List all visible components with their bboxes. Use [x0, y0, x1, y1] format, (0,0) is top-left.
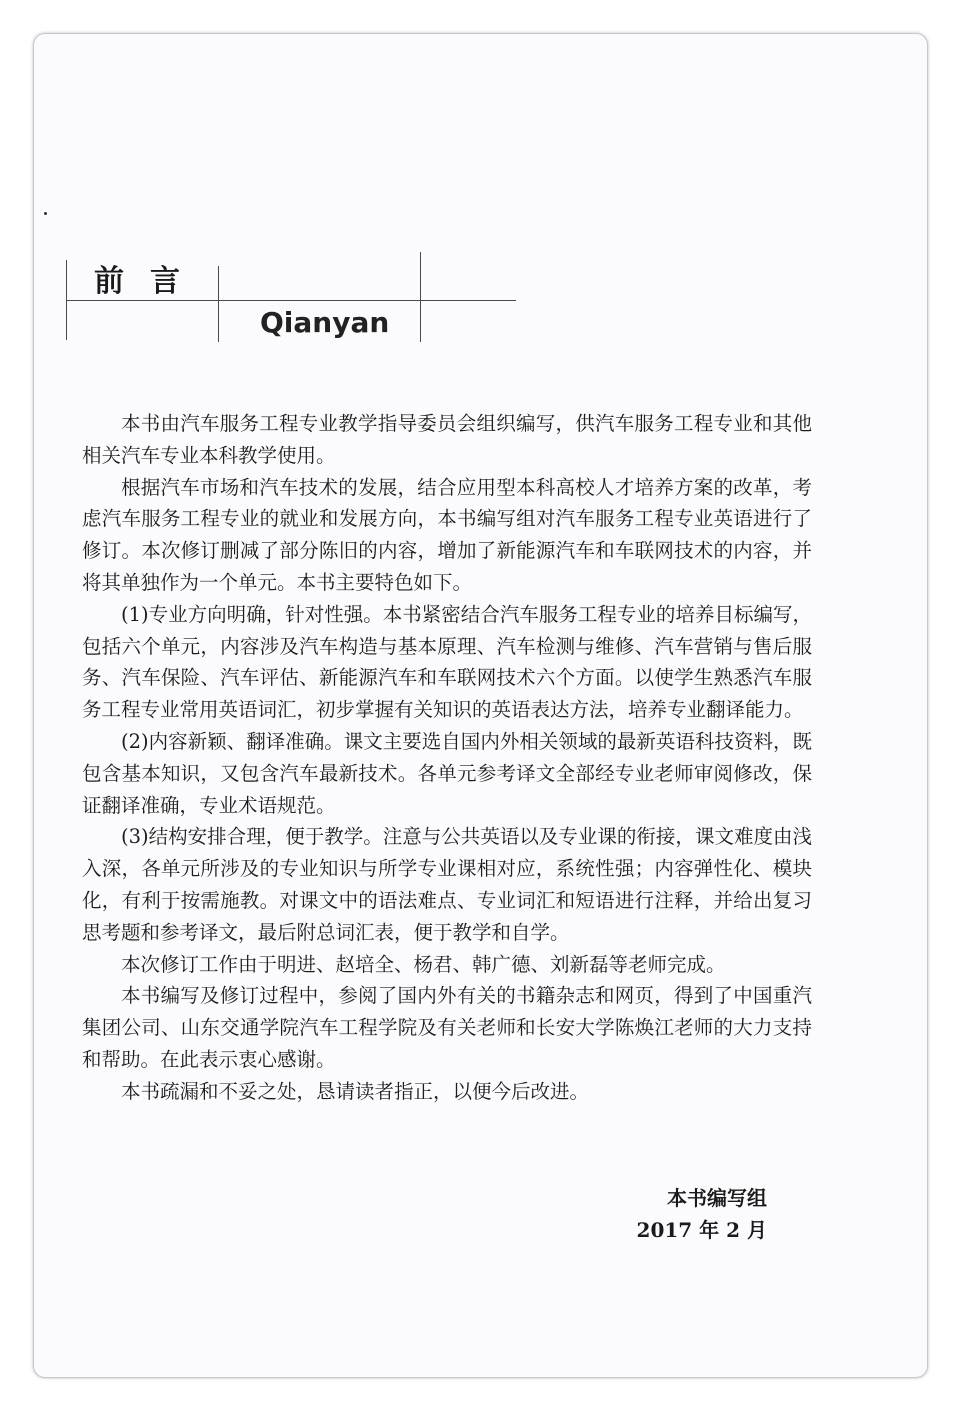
signature-block [637, 1182, 767, 1246]
paragraph: 本书编写及修订过程中，参阅了国内外有关的书籍杂志和网页，得到了中国重汽集团公司、山东交通学院汽车工程学院及有关老师和长安大学陈焕江老师的大力支持和帮助。在此表示衷心感谢。 [82, 984, 812, 1071]
paragraph: 本书由汽车服务工程专业教学指导委员会组织编写，供汽车服务工程专业和其他相关汽车专业本科教学使用。 [82, 412, 812, 467]
preface-heading [34, 34, 927, 374]
page-subtitle: Qianyan [260, 306, 390, 339]
paragraph: (3)结构安排合理，便于教学。注意与公共英语以及专业课的衔接，课文难度由浅入深，各单元所涉及的专业知识与所学专业课相对应，系统性强；内容弹性化、模块化，有利于按需施教。对课文中的语法难点、专业词汇和短语进行注释，并给出复习思考题和参考译文，最后附总词汇表，便于教学和自学。 [82, 825, 812, 944]
signature-author: 本书编写组 [667, 1186, 767, 1210]
page-title: 前言 [94, 264, 206, 299]
paragraph: (2)内容新颖、翻译准确。课文主要选自国内外相关领域的最新英语科技资料，既包含基本知识，又包含汽车最新技术。各单元参考译文全部经专业老师审阅修改，保证翻译准确，专业术语规范。 [82, 729, 812, 817]
frame-line-horizontal [66, 300, 516, 301]
paragraph: 根据汽车市场和汽车技术的发展，结合应用型本科高校人才培养方案的改革，考虑汽车服务工程专业的就业和发展方向，本书编写组对汽车服务工程专业英语进行了修订。本次修订删减了部分陈旧的内容，增加了新能源汽车和车联网技术的内容，并将其单独作为一个单元。本书主要特色如下。 [82, 475, 812, 594]
frame-line-right [420, 252, 421, 342]
frame-line-middle [218, 266, 219, 342]
signature-date: 2017 年 2 月 [636, 1218, 767, 1242]
preface-body [82, 408, 812, 1108]
paragraph: 本书疏漏和不妥之处，恳请读者指正，以便今后改进。 [121, 1079, 590, 1103]
paragraph: (1)专业方向明确，针对性强。本书紧密结合汽车服务工程专业的培养目标编写，包括六个单元，内容涉及汽车构造与基本原理、汽车检测与维修、汽车营销与售后服务、汽车保险、汽车评估、新能源汽车和车联网技术六个方面。以使学生熟悉汽车服务工程专业常用英语词汇，初步掌握有关知识的英语表达方法，培养专业翻译能力。 [82, 602, 812, 722]
book-page [33, 33, 928, 1378]
paragraph: 本次修订工作由于明进、赵培全、杨君、韩广德、刘新磊等老师完成。 [121, 952, 726, 976]
